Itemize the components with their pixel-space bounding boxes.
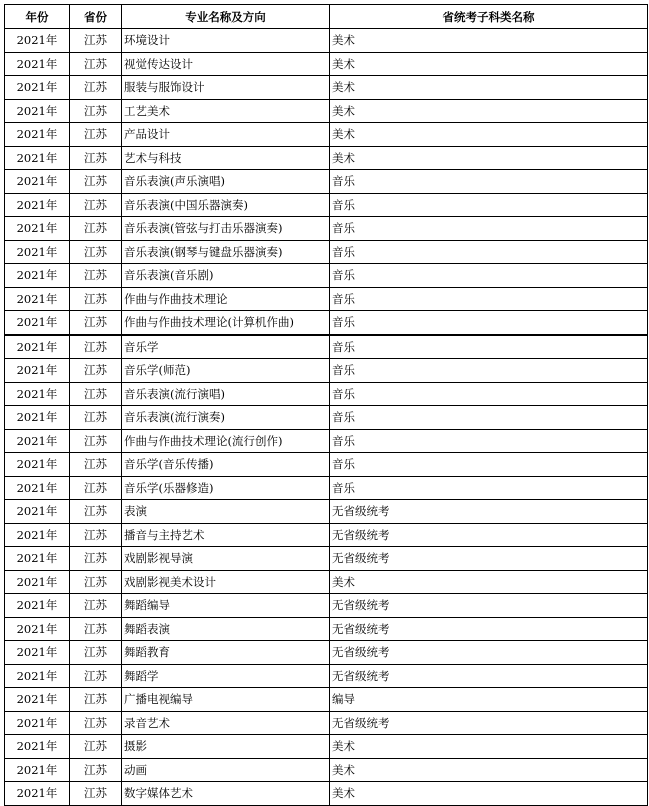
- cell-major: 视觉传达设计: [122, 52, 330, 76]
- cell-category: 音乐: [330, 406, 648, 430]
- cell-major: 播音与主持艺术: [122, 523, 330, 547]
- cell-province: 江苏: [70, 217, 122, 241]
- cell-year: 2021年: [5, 406, 70, 430]
- cell-category: 美术: [330, 123, 648, 147]
- cell-category: 无省级统考: [330, 594, 648, 618]
- cell-province: 江苏: [70, 758, 122, 782]
- cell-major: 摄影: [122, 735, 330, 759]
- table-row: [5, 641, 648, 665]
- cell-major: 动画: [122, 758, 330, 782]
- cell-major: 表演: [122, 500, 330, 524]
- table-row: [5, 170, 648, 194]
- cell-category: 无省级统考: [330, 500, 648, 524]
- header-province: 省份: [70, 5, 122, 29]
- cell-major: 音乐表演(管弦与打击乐器演奏): [122, 217, 330, 241]
- cell-major: 音乐表演(中国乐器演奏): [122, 193, 330, 217]
- cell-major: 音乐表演(流行演奏): [122, 406, 330, 430]
- cell-category: 编导: [330, 688, 648, 712]
- table-row: [5, 287, 648, 311]
- cell-category: 音乐: [330, 217, 648, 241]
- cell-year: 2021年: [5, 429, 70, 453]
- cell-year: 2021年: [5, 735, 70, 759]
- cell-major: 舞蹈教育: [122, 641, 330, 665]
- cell-category: 无省级统考: [330, 523, 648, 547]
- cell-category: 美术: [330, 99, 648, 123]
- cell-year: 2021年: [5, 52, 70, 76]
- cell-category: 美术: [330, 146, 648, 170]
- cell-category: 美术: [330, 76, 648, 100]
- cell-major: 音乐表演(流行演唱): [122, 382, 330, 406]
- cell-major: 舞蹈学: [122, 664, 330, 688]
- table-row: [5, 29, 648, 53]
- majors-table: [4, 4, 648, 806]
- cell-category: 音乐: [330, 453, 648, 477]
- cell-year: 2021年: [5, 476, 70, 500]
- cell-year: 2021年: [5, 240, 70, 264]
- cell-major: 音乐学(音乐传播): [122, 453, 330, 477]
- cell-major: 广播电视编导: [122, 688, 330, 712]
- cell-year: 2021年: [5, 594, 70, 618]
- table-row: [5, 123, 648, 147]
- cell-province: 江苏: [70, 359, 122, 383]
- cell-province: 江苏: [70, 617, 122, 641]
- cell-year: 2021年: [5, 335, 70, 359]
- cell-year: 2021年: [5, 711, 70, 735]
- cell-major: 作曲与作曲技术理论: [122, 287, 330, 311]
- cell-major: 音乐学(师范): [122, 359, 330, 383]
- cell-major: 音乐表演(声乐演唱): [122, 170, 330, 194]
- table-row: [5, 52, 648, 76]
- table-row: [5, 359, 648, 383]
- cell-year: 2021年: [5, 99, 70, 123]
- cell-year: 2021年: [5, 782, 70, 806]
- cell-province: 江苏: [70, 406, 122, 430]
- cell-year: 2021年: [5, 523, 70, 547]
- cell-year: 2021年: [5, 123, 70, 147]
- cell-category: 美术: [330, 52, 648, 76]
- cell-category: 音乐: [330, 382, 648, 406]
- cell-year: 2021年: [5, 664, 70, 688]
- cell-category: 音乐: [330, 429, 648, 453]
- cell-province: 江苏: [70, 99, 122, 123]
- cell-year: 2021年: [5, 688, 70, 712]
- cell-province: 江苏: [70, 664, 122, 688]
- cell-province: 江苏: [70, 570, 122, 594]
- cell-year: 2021年: [5, 382, 70, 406]
- cell-province: 江苏: [70, 29, 122, 53]
- cell-province: 江苏: [70, 476, 122, 500]
- cell-category: 音乐: [330, 193, 648, 217]
- table-row: [5, 382, 648, 406]
- cell-province: 江苏: [70, 711, 122, 735]
- cell-category: 音乐: [330, 170, 648, 194]
- table-row: [5, 311, 648, 335]
- header-row: [5, 5, 648, 29]
- cell-year: 2021年: [5, 570, 70, 594]
- cell-province: 江苏: [70, 500, 122, 524]
- cell-major: 戏剧影视美术设计: [122, 570, 330, 594]
- cell-major: 作曲与作曲技术理论(计算机作曲): [122, 311, 330, 335]
- header-major: 专业名称及方向: [122, 5, 330, 29]
- cell-province: 江苏: [70, 264, 122, 288]
- cell-province: 江苏: [70, 547, 122, 571]
- table-body: [5, 29, 648, 806]
- cell-province: 江苏: [70, 170, 122, 194]
- table-row: [5, 406, 648, 430]
- cell-province: 江苏: [70, 641, 122, 665]
- cell-category: 音乐: [330, 240, 648, 264]
- table-row: [5, 570, 648, 594]
- table-row: [5, 547, 648, 571]
- cell-major: 音乐表演(音乐剧): [122, 264, 330, 288]
- cell-major: 戏剧影视导演: [122, 547, 330, 571]
- cell-major: 作曲与作曲技术理论(流行创作): [122, 429, 330, 453]
- cell-year: 2021年: [5, 359, 70, 383]
- cell-major: 环境设计: [122, 29, 330, 53]
- cell-year: 2021年: [5, 453, 70, 477]
- cell-province: 江苏: [70, 240, 122, 264]
- cell-category: 音乐: [330, 264, 648, 288]
- cell-year: 2021年: [5, 641, 70, 665]
- table-row: [5, 193, 648, 217]
- cell-category: 美术: [330, 570, 648, 594]
- cell-year: 2021年: [5, 76, 70, 100]
- table-row: [5, 335, 648, 359]
- cell-province: 江苏: [70, 52, 122, 76]
- cell-province: 江苏: [70, 76, 122, 100]
- cell-year: 2021年: [5, 547, 70, 571]
- table-row: [5, 758, 648, 782]
- table-row: [5, 523, 648, 547]
- table-row: [5, 782, 648, 806]
- cell-province: 江苏: [70, 688, 122, 712]
- cell-category: 美术: [330, 758, 648, 782]
- cell-year: 2021年: [5, 146, 70, 170]
- cell-year: 2021年: [5, 217, 70, 241]
- cell-major: 录音艺术: [122, 711, 330, 735]
- cell-province: 江苏: [70, 311, 122, 335]
- cell-province: 江苏: [70, 193, 122, 217]
- cell-province: 江苏: [70, 335, 122, 359]
- cell-category: 音乐: [330, 335, 648, 359]
- cell-year: 2021年: [5, 170, 70, 194]
- cell-year: 2021年: [5, 193, 70, 217]
- cell-year: 2021年: [5, 617, 70, 641]
- table-row: [5, 664, 648, 688]
- table-row: [5, 264, 648, 288]
- cell-province: 江苏: [70, 429, 122, 453]
- cell-major: 音乐学: [122, 335, 330, 359]
- cell-year: 2021年: [5, 500, 70, 524]
- cell-year: 2021年: [5, 29, 70, 53]
- cell-major: 舞蹈表演: [122, 617, 330, 641]
- cell-year: 2021年: [5, 311, 70, 335]
- cell-province: 江苏: [70, 146, 122, 170]
- cell-province: 江苏: [70, 382, 122, 406]
- cell-category: 无省级统考: [330, 641, 648, 665]
- table-row: [5, 476, 648, 500]
- table-row: [5, 735, 648, 759]
- table-row: [5, 500, 648, 524]
- cell-province: 江苏: [70, 594, 122, 618]
- table-row: [5, 217, 648, 241]
- cell-province: 江苏: [70, 782, 122, 806]
- cell-major: 数字媒体艺术: [122, 782, 330, 806]
- cell-province: 江苏: [70, 735, 122, 759]
- cell-category: 音乐: [330, 476, 648, 500]
- cell-year: 2021年: [5, 758, 70, 782]
- cell-category: 美术: [330, 735, 648, 759]
- cell-category: 音乐: [330, 359, 648, 383]
- cell-province: 江苏: [70, 523, 122, 547]
- table-row: [5, 240, 648, 264]
- cell-category: 无省级统考: [330, 664, 648, 688]
- header-year: 年份: [5, 5, 70, 29]
- cell-category: 音乐: [330, 287, 648, 311]
- table-row: [5, 146, 648, 170]
- table-row: [5, 99, 648, 123]
- cell-major: 音乐学(乐器修造): [122, 476, 330, 500]
- cell-category: 音乐: [330, 311, 648, 335]
- cell-major: 服装与服饰设计: [122, 76, 330, 100]
- cell-category: 美术: [330, 29, 648, 53]
- header-category: 省统考子科类名称: [330, 5, 648, 29]
- cell-year: 2021年: [5, 287, 70, 311]
- cell-category: 无省级统考: [330, 617, 648, 641]
- cell-major: 产品设计: [122, 123, 330, 147]
- table-row: [5, 453, 648, 477]
- table-row: [5, 711, 648, 735]
- table-row: [5, 429, 648, 453]
- cell-major: 舞蹈编导: [122, 594, 330, 618]
- cell-province: 江苏: [70, 287, 122, 311]
- table-row: [5, 617, 648, 641]
- cell-province: 江苏: [70, 123, 122, 147]
- cell-major: 艺术与科技: [122, 146, 330, 170]
- table-row: [5, 688, 648, 712]
- cell-category: 无省级统考: [330, 547, 648, 571]
- cell-year: 2021年: [5, 264, 70, 288]
- cell-category: 无省级统考: [330, 711, 648, 735]
- cell-category: 美术: [330, 782, 648, 806]
- cell-major: 音乐表演(钢琴与键盘乐器演奏): [122, 240, 330, 264]
- cell-major: 工艺美术: [122, 99, 330, 123]
- table-row: [5, 594, 648, 618]
- table-row: [5, 76, 648, 100]
- cell-province: 江苏: [70, 453, 122, 477]
